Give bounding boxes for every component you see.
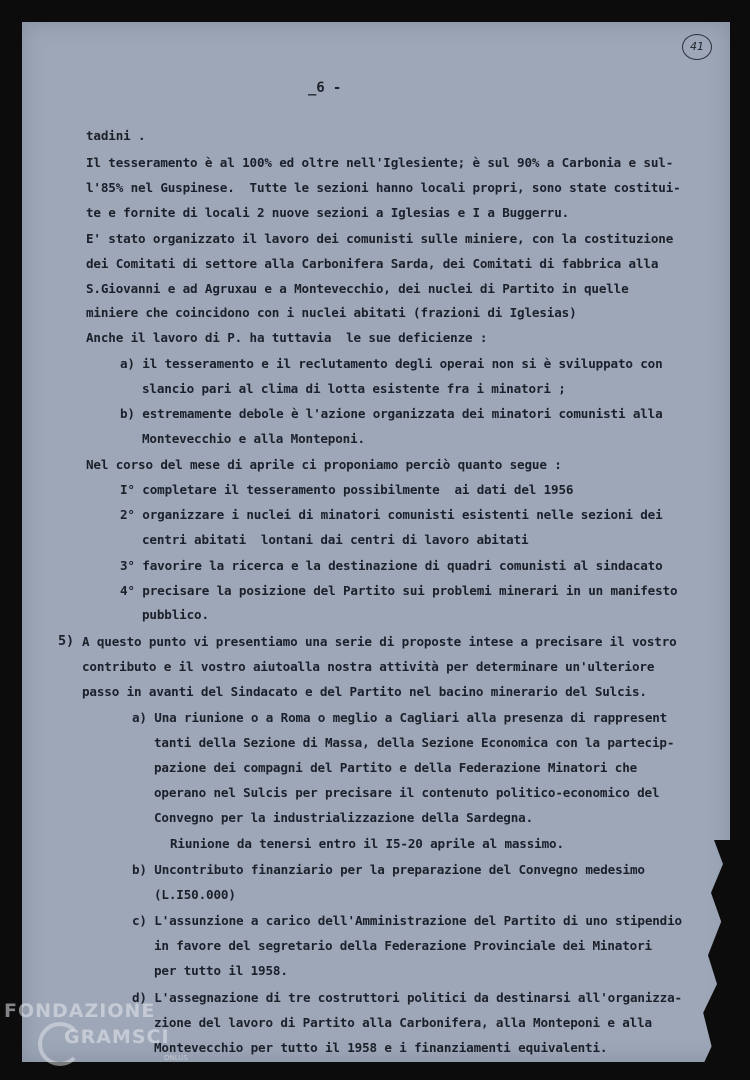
text-line: Nel corso del mese di aprile ci proponiamo perciò quanto segue : <box>86 457 562 472</box>
text-line: S.Giovanni e ad Agruxau e a Montevecchio, dei nuclei di Partito in quelle <box>86 281 629 296</box>
text-line: Montevecchio per tutto il 1958 e i finanziamenti equivalenti. <box>154 1040 608 1055</box>
text-line: b) Uncontributo finanziario per la preparazione del Convegno medesimo <box>132 862 645 877</box>
watermark-line1: FONDAZIONE <box>4 1000 156 1022</box>
text-line: tadini . <box>86 128 146 143</box>
foundation-watermark <box>4 996 204 1080</box>
text-line: c) L'assunzione a carico dell'Amministrazione del Partito di uno stipendio <box>132 913 682 928</box>
page-number: _6 - <box>308 80 342 96</box>
text-line: d) L'assegnazione di tre costruttori politici da destinarsi all'organizza- <box>132 990 682 1005</box>
text-line: 4° precisare la posizione del Partito sui problemi minerari in un manifesto <box>120 583 678 598</box>
text-line: Montevecchio e alla Monteponi. <box>142 431 365 446</box>
text-line: tanti della Sezione di Massa, della Sezione Economica con la partecip- <box>154 735 675 750</box>
margin-mark: 5) <box>58 633 74 649</box>
text-line: contributo e il vostro aiutoalla nostra attività per determinare un'ulteriore <box>82 659 655 674</box>
text-line: a) il tesseramento e il reclutamento degli operai non si è sviluppato con <box>120 356 663 371</box>
text-line: I° completare il tesseramento possibilmente ai dati del 1956 <box>120 482 574 497</box>
text-line: operano nel Sulcis per precisare il contenuto politico-economico del <box>154 785 660 800</box>
text-line: A questo punto vi presentiamo una serie di proposte intese a precisare il vostro <box>82 634 677 649</box>
watermark-line3: ONLUS <box>164 1054 188 1062</box>
text-line: centri abitati lontani dai centri di lavoro abitati <box>142 532 529 547</box>
text-line: a) Una riunione o a Roma o meglio a Cagliari alla presenza di rappresent <box>132 710 668 725</box>
text-line: Anche il lavoro di P. ha tuttavia le sue deficienze : <box>86 330 488 345</box>
text-line: pazione dei compagni del Partito e della Federazione Minatori che <box>154 760 638 775</box>
text-line: (L.I50.000) <box>154 887 236 902</box>
archive-stamp: 41 <box>682 34 712 60</box>
text-line: slancio pari al clima di lotta esistente fra i minatori ; <box>142 381 566 396</box>
text-line: E' stato organizzato il lavoro dei comunisti sulle miniere, con la costituzione <box>86 231 674 246</box>
text-line: 2° organizzare i nuclei di minatori comunisti esistenti nelle sezioni dei <box>120 507 663 522</box>
text-line: b) estremamente debole è l'azione organizzata dei minatori comunisti alla <box>120 406 663 421</box>
text-line: 3° favorire la ricerca e la destinazione di quadri comunisti al sindacato <box>120 558 663 573</box>
text-line: pubblico. <box>142 607 209 622</box>
text-line: Convegno per la industrializzazione della Sardegna. <box>154 810 534 825</box>
text-line: miniere che coincidono con i nuclei abitati (frazioni di Iglesias) <box>86 305 577 320</box>
watermark-line2: GRAMSCI <box>64 1026 170 1048</box>
text-line: in favore del segretario della Federazione Provinciale dei Minatori <box>154 938 652 953</box>
text-line: dei Comitati di settore alla Carbonifera Sarda, dei Comitati di fabbrica alla <box>86 256 659 271</box>
text-line: zione del lavoro di Partito alla Carbonifera, alla Monteponi e alla <box>154 1015 652 1030</box>
text-line: passo in avanti del Sindacato e del Partito nel bacino minerario del Sulcis. <box>82 684 647 699</box>
text-line: per tutto il 1958. <box>154 963 288 978</box>
text-line: l'85% nel Guspinese. Tutte le sezioni hanno locali propri, sono state costitui- <box>86 180 681 195</box>
text-line: Riunione da tenersi entro il I5-20 aprile al massimo. <box>170 836 564 851</box>
text-line: Il tesseramento è al 100% ed oltre nell'Iglesiente; è sul 90% a Carbonia e sul- <box>86 155 674 170</box>
text-line: te e fornite di locali 2 nuove sezioni a Iglesias e I a Buggerru. <box>86 205 570 220</box>
